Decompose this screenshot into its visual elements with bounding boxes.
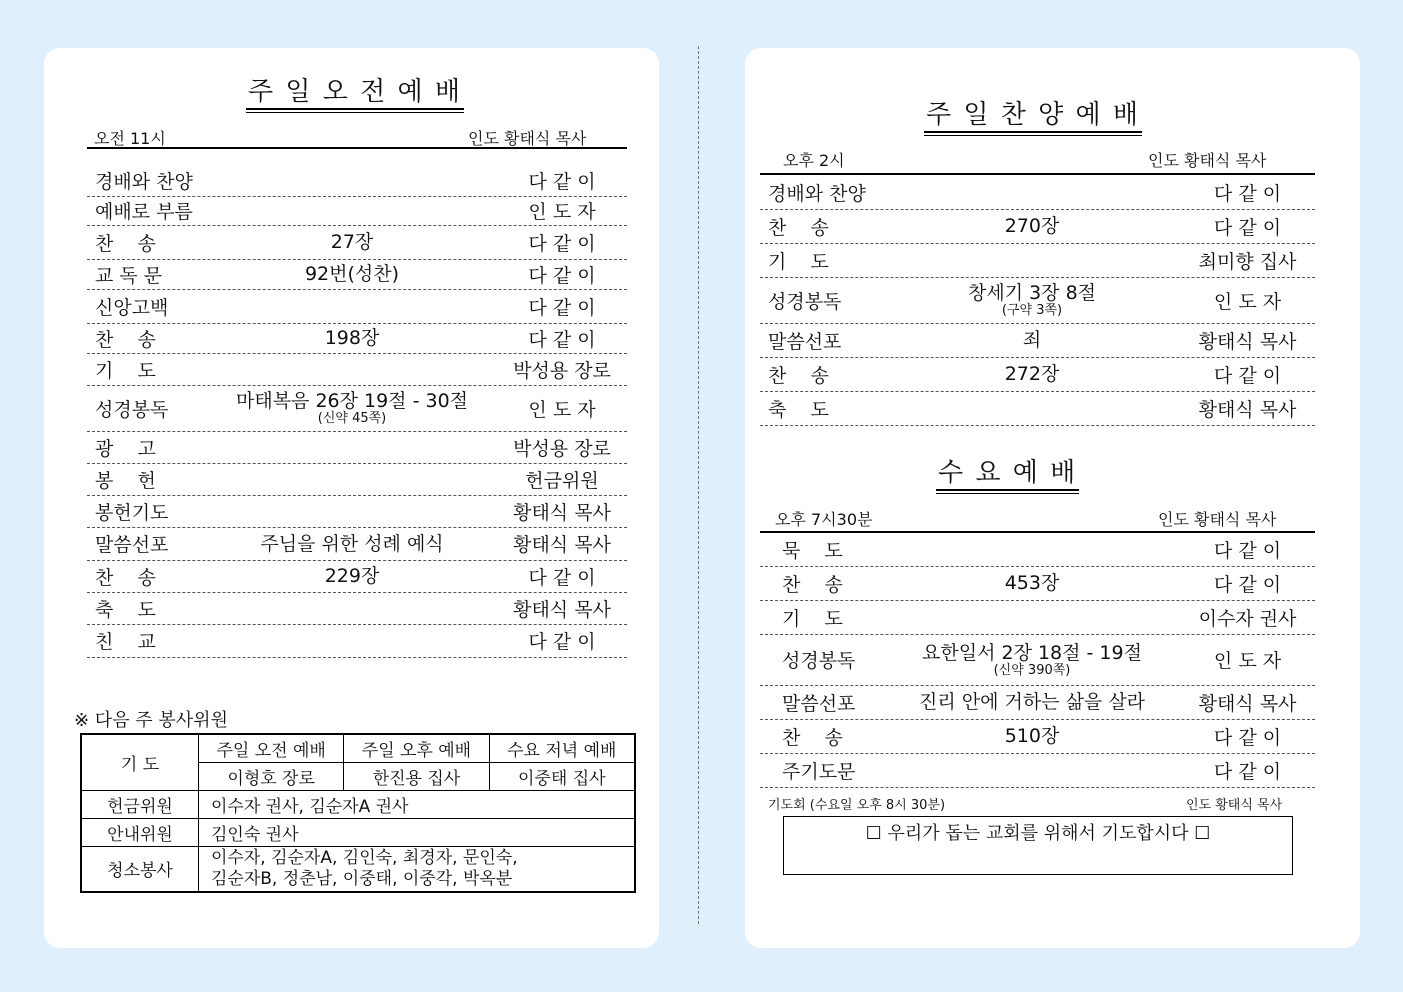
order-row	[760, 277, 1315, 324]
order-item-name: 주기도문	[782, 760, 856, 783]
wednesday-title: 수 요 예 배	[936, 457, 1079, 491]
order-row	[760, 634, 1315, 686]
order-item-name: 성경봉독	[782, 650, 856, 672]
order-item-leader: 황태식 목사	[1198, 692, 1297, 715]
fold-divider	[698, 46, 699, 924]
order-item-content-sub: (신약 45쪽)	[317, 411, 387, 426]
order-item-leader: 인 도 자	[1213, 650, 1282, 672]
order-item-leader: 다 같 이	[1213, 183, 1282, 205]
staff-cleaning-line2: 김순자B, 정춘남, 이중태, 이중각, 박옥분	[211, 868, 513, 889]
order-item-content-main: 510장	[1004, 725, 1060, 747]
order-row	[87, 463, 627, 496]
order-item-content-main: 270장	[1004, 215, 1060, 237]
order-item-content	[222, 431, 482, 463]
order-item-leader: 다 같 이	[528, 296, 596, 319]
order-item-name: 찬 송	[782, 573, 843, 596]
staff-cleaning-label: 청소봉사	[81, 846, 199, 892]
order-item-leader: 황태식 목사	[1198, 398, 1297, 421]
order-item-content	[932, 209, 1132, 243]
order-item-name: 기 도	[782, 607, 843, 630]
morning-header-rule	[87, 147, 627, 149]
staff-usher-label: 안내위원	[81, 818, 199, 846]
staff-cleaning-line1: 이수자, 김순자A, 김인숙, 최경자, 문인숙,	[211, 847, 518, 868]
staff-offering-label: 헌금위원	[81, 790, 199, 818]
order-item-name: 성경봉독	[95, 398, 169, 421]
order-item-leader: 다 같 이	[1213, 364, 1282, 387]
prayer-notice-text: ☐ 우리가 돕는 교회를 위해서 기도합시다 ☐	[865, 823, 1211, 844]
order-item-content	[222, 560, 482, 592]
order-item-content-main: 27장	[330, 231, 374, 253]
order-row	[760, 533, 1315, 567]
order-item-content-main: 진리 안에 거하는 삶을 살라	[918, 691, 1146, 713]
order-item-content	[222, 164, 482, 196]
order-item-content-sub: (신약 390쪽)	[993, 662, 1071, 678]
order-item-name: 찬 송	[95, 566, 156, 589]
order-item-content	[932, 176, 1132, 209]
order-row	[760, 323, 1315, 358]
order-item-leader: 다 같 이	[1213, 573, 1282, 596]
order-item-content	[897, 719, 1167, 753]
afternoon-order	[760, 176, 1315, 425]
order-row	[760, 243, 1315, 278]
order-row	[760, 209, 1315, 244]
order-item-name: 성경봉독	[768, 290, 842, 313]
order-item-leader: 헌금위원	[525, 469, 599, 492]
order-item-leader: 다 같 이	[528, 232, 596, 255]
order-row	[87, 353, 627, 386]
order-row	[87, 323, 627, 354]
prayer-meeting-label: 기도회 (수요일 오후 8시 30분)	[768, 798, 946, 813]
morning-order	[87, 164, 627, 657]
order-row	[87, 289, 627, 324]
order-item-name: 말씀선포	[782, 692, 856, 715]
wednesday-leader: 인도 황태식 목사	[1158, 510, 1277, 529]
order-row	[87, 560, 627, 593]
order-row	[760, 176, 1315, 210]
order-row	[87, 196, 627, 226]
order-item-leader: 다 같 이	[528, 264, 596, 287]
order-item-content-main: 198장	[324, 327, 380, 349]
order-item-content	[222, 385, 482, 431]
staff-prayer-label: 기 도	[81, 734, 199, 790]
order-item-content-main: 창세기 3장 8절	[967, 282, 1097, 304]
order-item-content	[222, 592, 482, 624]
order-item-name: 찬 송	[95, 232, 156, 255]
order-item-content	[222, 323, 482, 353]
order-item-name: 축 도	[768, 398, 829, 421]
order-item-content-main: 요한일서 2장 18절 - 19절	[922, 641, 1142, 664]
order-item-leader: 박성용 장로	[513, 437, 611, 460]
order-item-leader: 다 같 이	[1213, 760, 1282, 783]
prayer-meeting-leader: 인도 황태식 목사	[1186, 798, 1283, 813]
staff-cleaning-value	[199, 846, 636, 892]
wednesday-order	[760, 533, 1315, 787]
order-item-name: 신앙고백	[95, 296, 169, 319]
order-row	[87, 527, 627, 561]
order-item-leader: 다 같 이	[528, 566, 596, 589]
order-item-name: 광 고	[95, 437, 156, 460]
order-item-content	[932, 323, 1132, 357]
staff-offering-value: 이수자 권사, 김순자A 권사	[199, 790, 636, 818]
order-row	[87, 624, 627, 658]
afternoon-leader: 인도 황태식 목사	[1148, 151, 1267, 170]
prayer-notice-box	[783, 816, 1293, 875]
order-item-leader: 최미향 집사	[1198, 250, 1297, 273]
order-item-name: 찬 송	[95, 328, 156, 351]
order-row	[760, 391, 1315, 426]
afternoon-title: 주 일 찬 양 예 배	[924, 99, 1142, 133]
staff-usher-value: 김인숙 권사	[199, 818, 636, 846]
order-item-name: 친 교	[95, 631, 156, 653]
order-item-content	[222, 353, 482, 385]
staff-header-afternoon: 주일 오후 예배	[344, 734, 489, 762]
order-item-leader: 다 같 이	[1213, 216, 1282, 239]
order-row	[87, 495, 627, 528]
order-item-leader: 인 도 자	[528, 201, 596, 223]
staff-prayer-wednesday: 이중태 집사	[489, 762, 635, 790]
order-item-leader: 다 같 이	[528, 328, 596, 351]
morning-leader: 인도 황태식 목사	[468, 129, 587, 148]
order-row	[87, 164, 627, 197]
morning-time: 오전 11시	[94, 129, 166, 148]
order-item-leader: 인 도 자	[528, 398, 596, 421]
order-row	[87, 225, 627, 260]
order-item-name: 기 도	[768, 250, 829, 273]
order-item-content-main: 229장	[324, 565, 380, 587]
order-item-name: 찬 송	[768, 216, 829, 239]
staff-table	[80, 733, 636, 893]
order-row	[760, 719, 1315, 754]
order-row	[87, 431, 627, 464]
order-item-content	[897, 533, 1167, 566]
staff-prayer-afternoon: 한진용 집사	[344, 762, 489, 790]
morning-title: 주 일 오 전 예 배	[246, 76, 464, 110]
order-item-leader: 이수자 권사	[1198, 607, 1297, 630]
order-item-content	[222, 527, 482, 560]
afternoon-time: 오후 2시	[783, 151, 845, 170]
order-item-content	[222, 259, 482, 289]
order-item-content	[222, 463, 482, 495]
order-item-leader: 황태식 목사	[513, 598, 611, 621]
order-item-content	[897, 566, 1167, 600]
order-item-name: 경배와 찬양	[768, 183, 866, 205]
order-item-content	[932, 357, 1132, 391]
order-item-content	[897, 685, 1167, 719]
order-item-content	[222, 495, 482, 527]
order-item-content	[222, 289, 482, 323]
order-row	[760, 600, 1315, 635]
order-item-leader: 다 같 이	[528, 631, 596, 653]
order-item-name: 찬 송	[782, 726, 843, 749]
order-item-leader: 다 같 이	[1213, 726, 1282, 749]
order-row	[87, 592, 627, 625]
order-row	[760, 753, 1315, 788]
order-item-content-main: 92번(성찬)	[304, 263, 400, 285]
order-item-name: 교 독 문	[95, 264, 163, 287]
order-item-content	[897, 634, 1167, 685]
afternoon-header-rule	[760, 173, 1315, 175]
order-row	[87, 259, 627, 290]
order-item-content	[932, 391, 1132, 425]
order-item-leader: 인 도 자	[1213, 290, 1282, 313]
order-item-content-main: 453장	[1004, 572, 1060, 594]
order-item-leader: 다 같 이	[1213, 540, 1282, 562]
order-item-content	[222, 225, 482, 259]
order-row	[87, 385, 627, 432]
order-row	[760, 357, 1315, 392]
order-row	[760, 566, 1315, 601]
staff-header-wednesday: 수요 저녁 예배	[489, 734, 635, 762]
order-item-name: 예배로 부름	[95, 201, 193, 223]
order-item-content-main: 272장	[1004, 363, 1060, 385]
staff-prayer-morning: 이형호 장로	[199, 762, 344, 790]
staff-header-morning: 주일 오전 예배	[199, 734, 344, 762]
order-item-name: 봉 헌	[95, 469, 156, 492]
order-item-leader: 황태식 목사	[513, 501, 611, 524]
order-item-content	[932, 277, 1132, 323]
order-item-content	[222, 196, 482, 225]
order-item-name: 봉헌기도	[95, 501, 169, 524]
staff-title: ※ 다음 주 봉사위원	[74, 710, 228, 731]
order-item-content-main: 마태복음 26장 19절 - 30절	[235, 390, 469, 412]
order-item-leader: 다 같 이	[528, 170, 596, 193]
order-item-name: 묵 도	[782, 540, 843, 562]
order-item-name: 말씀선포	[95, 534, 169, 556]
order-item-name: 경배와 찬양	[95, 170, 193, 193]
order-item-name: 기 도	[95, 359, 156, 382]
order-item-name: 찬 송	[768, 364, 829, 387]
order-row	[760, 685, 1315, 720]
order-item-content	[932, 243, 1132, 277]
order-item-leader: 박성용 장로	[513, 359, 611, 382]
order-item-name: 말씀선포	[768, 330, 842, 353]
order-item-content	[222, 624, 482, 657]
order-item-leader: 황태식 목사	[513, 534, 611, 556]
order-item-content-main: 주님을 위한 성례 예식	[260, 532, 444, 555]
order-item-content-main: 죄	[1022, 329, 1042, 351]
order-item-content	[897, 600, 1167, 634]
order-item-content	[897, 753, 1167, 787]
wednesday-time: 오후 7시30분	[775, 510, 873, 529]
order-item-leader: 황태식 목사	[1198, 330, 1297, 353]
order-item-content-sub: (구약 3쪽)	[1001, 303, 1063, 318]
order-item-name: 축 도	[95, 598, 156, 621]
